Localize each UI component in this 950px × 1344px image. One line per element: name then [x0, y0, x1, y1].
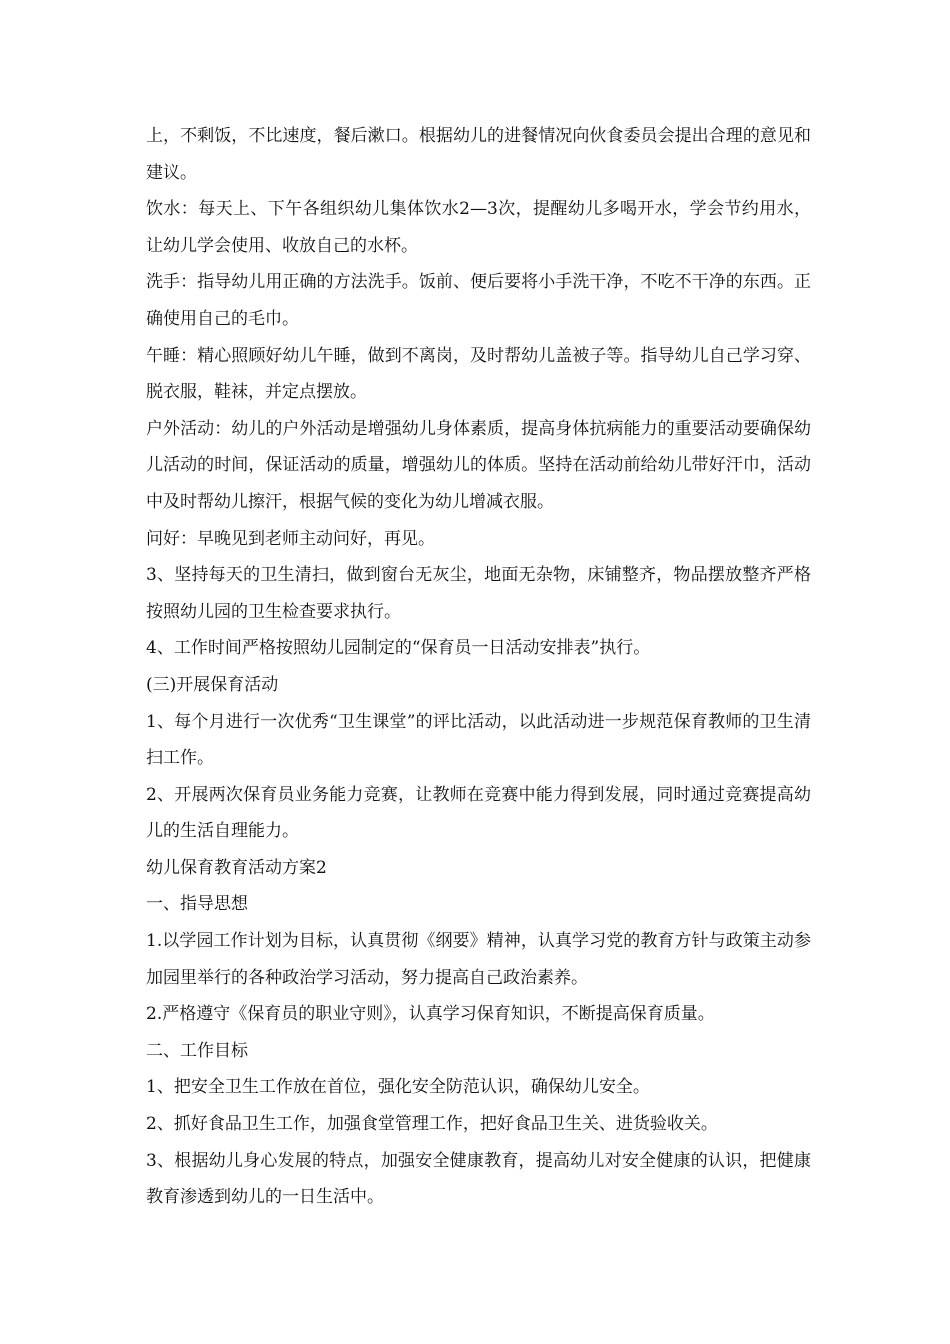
- paragraph-goal-1: 1、把安全卫生工作放在首位，强化安全防范认识，确保幼儿安全。: [146, 1077, 650, 1098]
- paragraph-item-3-cleaning: 3、坚持每天的卫生清扫，做到窗台无灰尘，地面无杂物，床铺整齐，物品摆放整齐严格按照幼儿园的卫生检查要求执行。: [146, 565, 811, 622]
- paragraph-meal-end: 上，不剩饭，不比速度，餐后漱口。根据幼儿的进餐情况向伙食委员会提出合理的意见和建议。: [146, 126, 811, 183]
- document-body: [146, 118, 811, 1216]
- paragraph-nap: 午睡：精心照顾好幼儿午睡，做到不离岗，及时帮幼儿盖被子等。指导幼儿自己学习穿、脱衣服，鞋袜，并定点摆放。: [146, 345, 811, 403]
- paragraph-greeting: 问好：早晚见到老师主动问好，再见。: [146, 528, 435, 549]
- paragraph-item-2-competition: 2、开展两次保育员业务能力竞赛，让教师在竞赛中能力得到发展，同时通过竞赛提高幼儿的生活自理能力。: [146, 784, 811, 842]
- section-heading-work-goals: 二、工作目标: [146, 1040, 248, 1061]
- paragraph-goal-2: 2、抓好食品卫生工作，加强食堂管理工作，把好食品卫生关、进货验收关。: [146, 1114, 718, 1135]
- paragraph-ideology-2: 2.严格遵守《保育员的职业守则》，认真学习保育知识，不断提高保育质量。: [146, 1004, 715, 1025]
- plan-title: 幼儿保育教育活动方案2: [146, 857, 327, 878]
- paragraph-hand-washing: 洗手：指导幼儿用正确的方法洗手。饭前、便后要将小手洗干净，不吃不干净的东西。正确使用自己的毛巾。: [146, 272, 811, 329]
- paragraph-goal-3: 3、根据幼儿身心发展的特点，加强安全健康教育，提高幼儿对安全健康的认识，把健康教育渗透到幼儿的一日生活中。: [146, 1150, 811, 1208]
- paragraph-item-4-schedule: 4、工作时间严格按照幼儿园制定的“保育员一日活动安排表”执行。: [146, 638, 651, 659]
- paragraph-ideology-1: 1.以学园工作计划为目标，认真贯彻《纲要》精神，认真学习党的教育方针与政策主动参加园里举行的各种政治学习活动，努力提高自己政治素养。: [146, 931, 811, 988]
- paragraph-outdoor-activity: 户外活动：幼儿的户外活动是增强幼儿身体素质，提高身体抗病能力的重要活动要确保幼儿活动的时间，保证活动的质量，增强幼儿的体质。坚持在活动前给幼儿带好汗巾，活动中及时帮幼儿擦汗，根据气候的变化为幼儿增减衣服。: [146, 418, 811, 512]
- paragraph-item-1-evaluation: 1、每个月进行一次优秀“卫生课堂”的评比活动，以此活动进一步规范保育教师的卫生清扫工作。: [146, 711, 811, 769]
- section-heading-guiding-ideology: 一、指导思想: [146, 894, 248, 915]
- section-heading-care-activities: (三)开展保育活动: [146, 674, 279, 695]
- paragraph-drinking-water: 饮水：每天上、下午各组织幼儿集体饮水2—3次，提醒幼儿多喝开水，学会节约用水，让幼儿学会使用、收放自己的水杯。: [146, 199, 811, 256]
